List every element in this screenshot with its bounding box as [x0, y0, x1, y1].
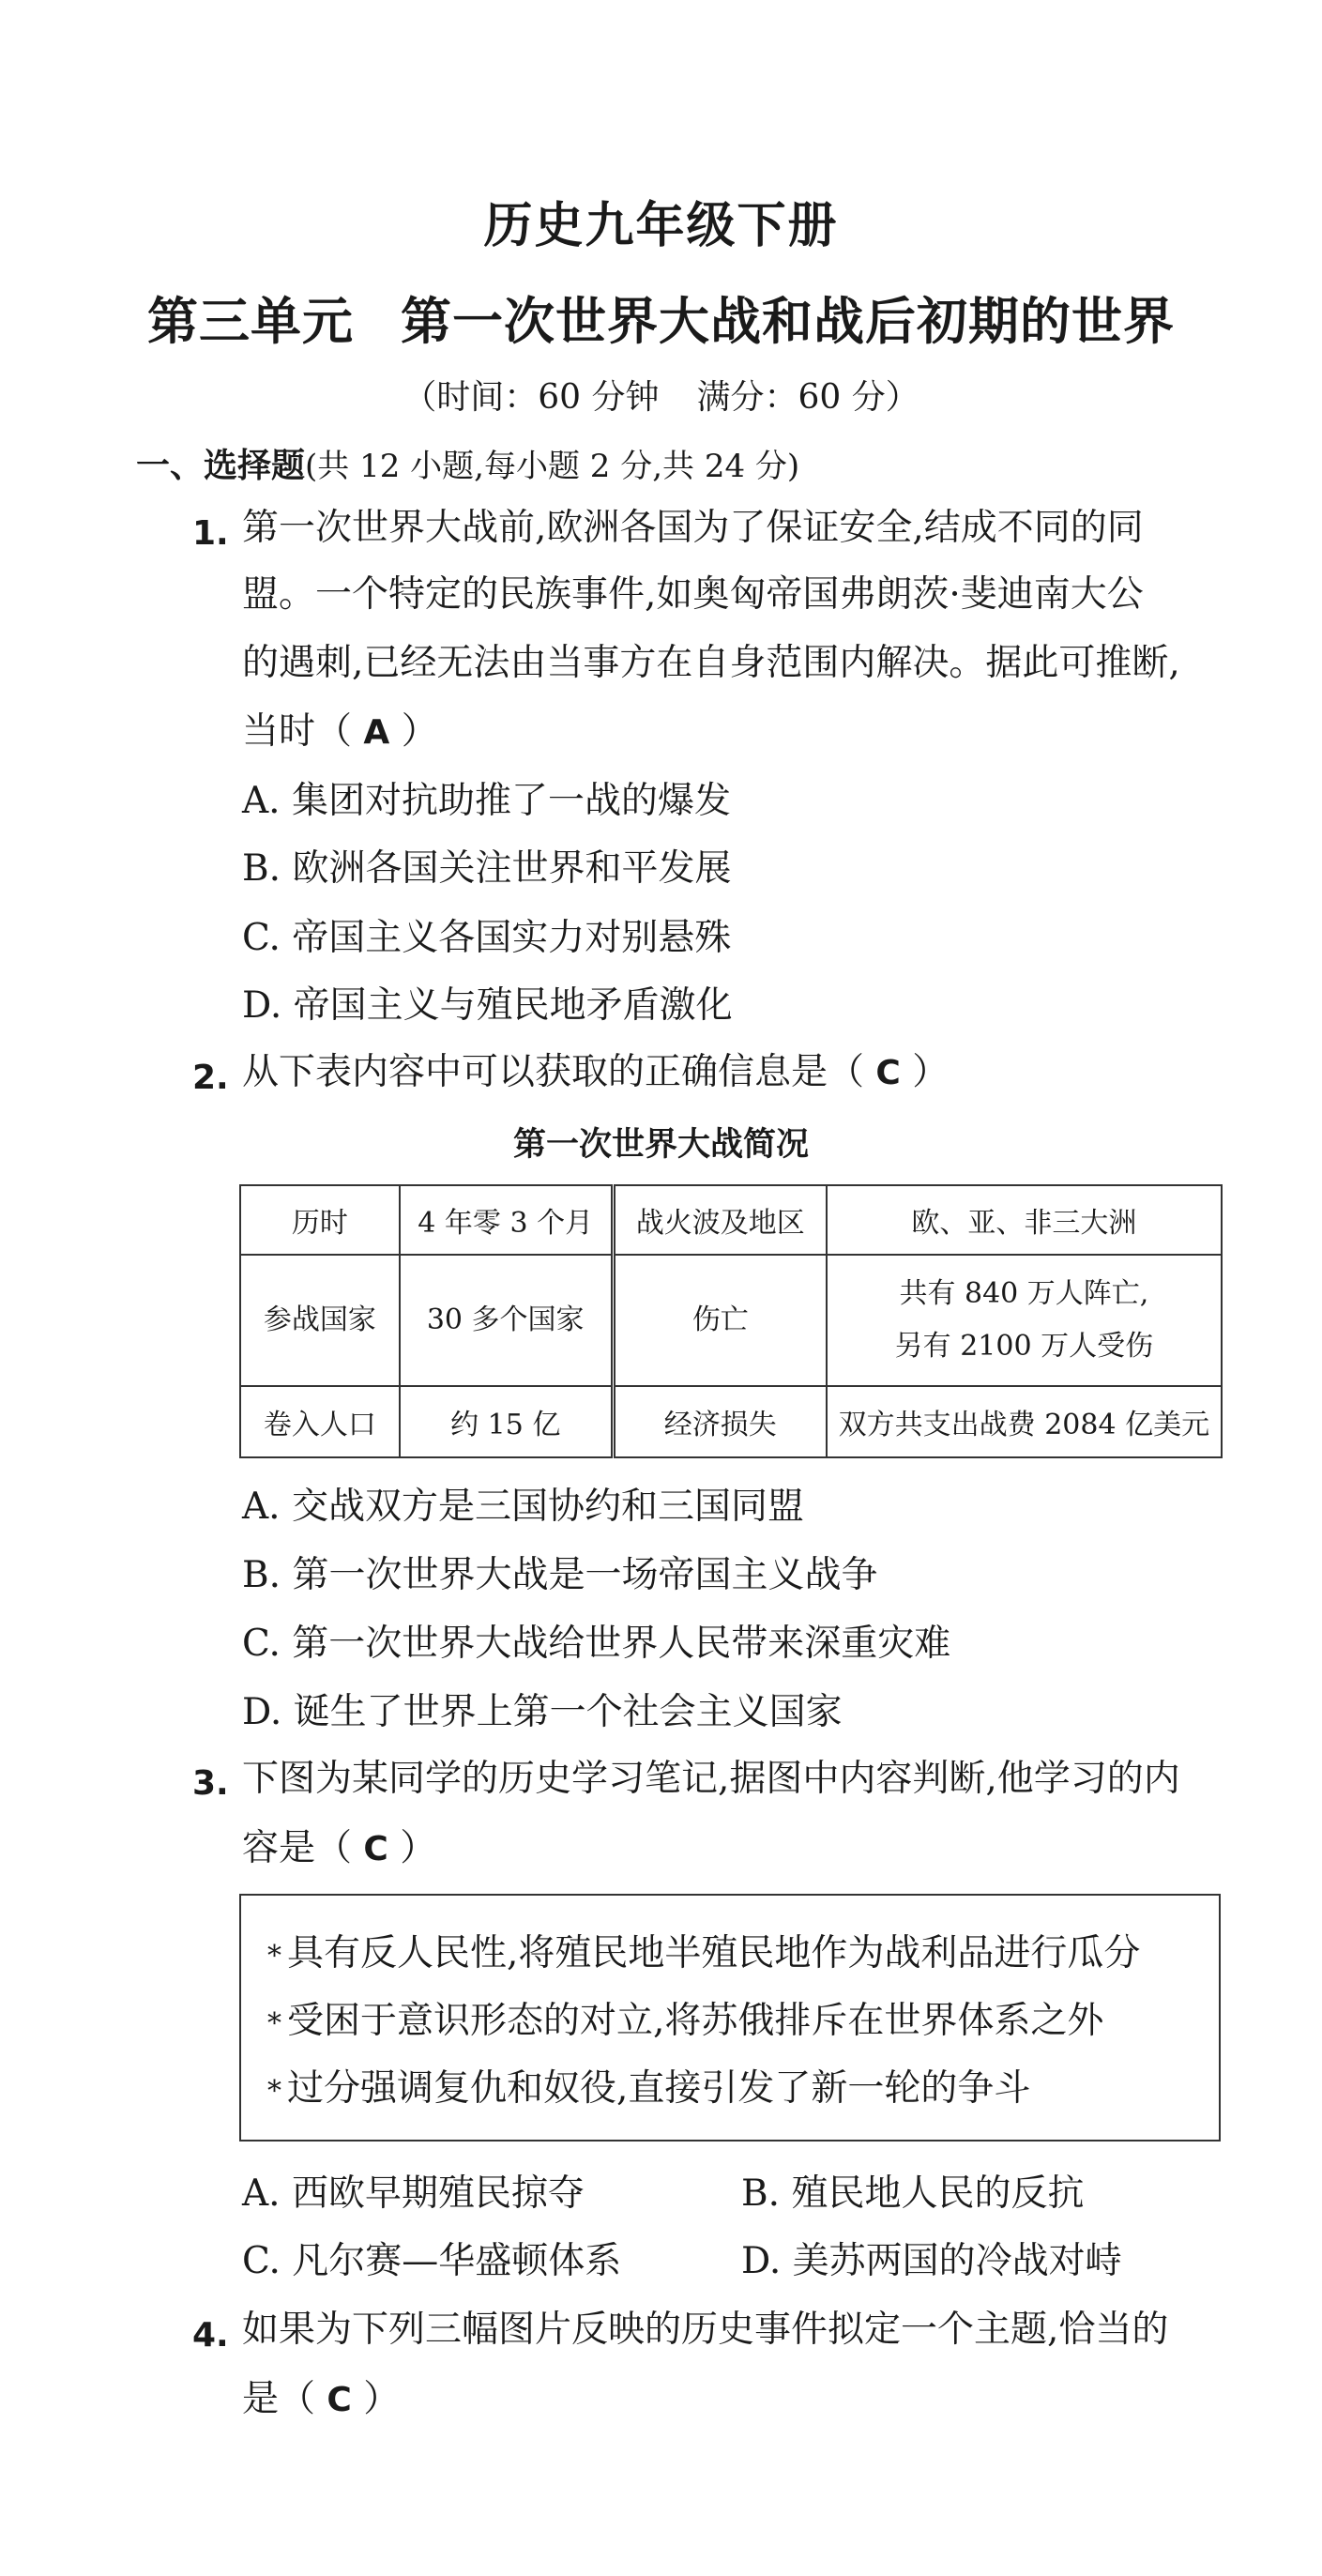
stem-text: ） — [912, 1051, 950, 1093]
option-d: D. 帝国主义与殖民地矛盾激化 — [242, 984, 733, 1027]
table-cell: 历时 — [240, 1185, 400, 1255]
question-1-line: 的遇刺,已经无法由当事方在自身范围内解决。据此可推断, — [242, 642, 1180, 684]
section-desc: (共 12 小题,每小题 2 分,共 24 分) — [305, 448, 800, 485]
table-cell: 约 15 亿 — [400, 1386, 614, 1457]
question-4-line: 如果为下列三幅图片反映的历史事件拟定一个主题,恰当的 — [242, 2309, 1169, 2351]
note-item — [267, 2067, 1031, 2110]
table-row — [240, 1255, 1222, 1386]
table-cell: 4 年零 3 个月 — [400, 1185, 614, 1255]
question-3-number: 3. — [192, 1764, 229, 1803]
question-2-stem — [242, 1051, 950, 1093]
table-cell: 战火波及地区 — [613, 1185, 827, 1255]
asterisk-icon: * — [267, 2075, 281, 2108]
option-d: D. 美苏两国的冷战对峙 — [741, 2240, 1122, 2282]
option-c: C. 凡尔赛—华盛顿体系 — [242, 2240, 622, 2282]
table-caption: 第一次世界大战简况 — [512, 1126, 809, 1164]
question-3-stem-end — [242, 1827, 437, 1869]
asterisk-icon: * — [267, 1940, 281, 1973]
unit-heading — [0, 282, 1322, 354]
asterisk-icon: * — [267, 2007, 281, 2040]
study-notes-box — [239, 1894, 1221, 2142]
table-cell: 参战国家 — [240, 1255, 400, 1386]
question-1-number: 1. — [192, 514, 229, 553]
stem-text: 当时（ — [242, 710, 353, 753]
note-text: 受困于意识形态的对立,将苏俄排斥在世界体系之外 — [287, 2000, 1104, 2042]
note-item — [267, 1932, 1141, 1974]
stem-text: 从下表内容中可以获取的正确信息是（ — [242, 1051, 865, 1093]
time-info: （时间：60 分钟 — [403, 378, 660, 417]
table-cell: 欧、亚、非三大洲 — [827, 1185, 1222, 1255]
question-4-number: 4. — [192, 2316, 229, 2355]
note-text: 过分强调复仇和奴役,直接引发了新一轮的争斗 — [287, 2067, 1031, 2110]
stem-text: 是（ — [242, 2378, 316, 2420]
option-b: B. 欧洲各国关注世界和平发展 — [242, 847, 732, 890]
note-text: 具有反人民性,将殖民地半殖民地作为战利品进行瓜分 — [287, 1932, 1141, 1974]
cell-line: 另有 2100 万人受伤 — [894, 1330, 1154, 1363]
section-title: 一、选择题 — [136, 447, 306, 485]
note-item — [267, 2000, 1104, 2042]
table-cell: 伤亡 — [613, 1255, 827, 1386]
table-cell: 经济损失 — [613, 1386, 827, 1457]
question-4-stem-end — [242, 2378, 401, 2420]
cell-line: 共有 840 万人阵亡, — [899, 1277, 1149, 1310]
question-1-stem-end — [242, 710, 438, 753]
table-cell: 双方共支出战费 2084 亿美元 — [827, 1386, 1222, 1457]
question-2-number: 2. — [192, 1059, 229, 1097]
stem-text: ） — [363, 2378, 401, 2420]
option-b: B. 殖民地人民的反抗 — [741, 2172, 1085, 2215]
answer-label: C — [363, 1830, 388, 1868]
answer-label: A — [363, 713, 390, 752]
option-a: A. 集团对抗助推了一战的爆发 — [242, 780, 731, 822]
section-heading — [136, 439, 799, 487]
table-row — [240, 1386, 1222, 1457]
option-d: D. 诞生了世界上第一个社会主义国家 — [242, 1691, 843, 1733]
exam-info — [0, 371, 1322, 419]
stem-text: 容是（ — [242, 1827, 353, 1869]
unit-title: 第一次世界大战和战后初期的世界 — [401, 291, 1175, 351]
answer-label: C — [875, 1054, 901, 1092]
option-a: A. 西欧早期殖民掠夺 — [242, 2172, 585, 2215]
question-1-line: 第一次世界大战前,欧洲各国为了保证安全,结成不同的同 — [242, 507, 1144, 549]
table-cell — [827, 1255, 1222, 1386]
question-3-line: 下图为某同学的历史学习笔记,据图中内容判断,他学习的内 — [242, 1758, 1180, 1800]
table-cell: 卷入人口 — [240, 1386, 400, 1457]
book-title: 历史九年级下册 — [483, 197, 839, 254]
score-info: 满分：60 分） — [696, 378, 919, 417]
option-c: C. 第一次世界大战给世界人民带来深重灾难 — [242, 1623, 951, 1665]
option-a: A. 交战双方是三国协约和三国同盟 — [242, 1486, 804, 1528]
unit-label: 第三单元 — [147, 291, 354, 351]
ww1-summary-table — [239, 1184, 1223, 1458]
answer-label: C — [327, 2381, 352, 2419]
option-c: C. 帝国主义各国实力对别悬殊 — [242, 917, 732, 959]
table-cell: 30 多个国家 — [400, 1255, 614, 1386]
stem-text: ） — [400, 1827, 437, 1869]
option-b: B. 第一次世界大战是一场帝国主义战争 — [242, 1554, 878, 1596]
question-1-line: 盟。一个特定的民族事件,如奥匈帝国弗朗茨·斐迪南大公 — [242, 573, 1144, 616]
stem-text: ） — [401, 710, 438, 753]
table-row — [240, 1185, 1222, 1255]
